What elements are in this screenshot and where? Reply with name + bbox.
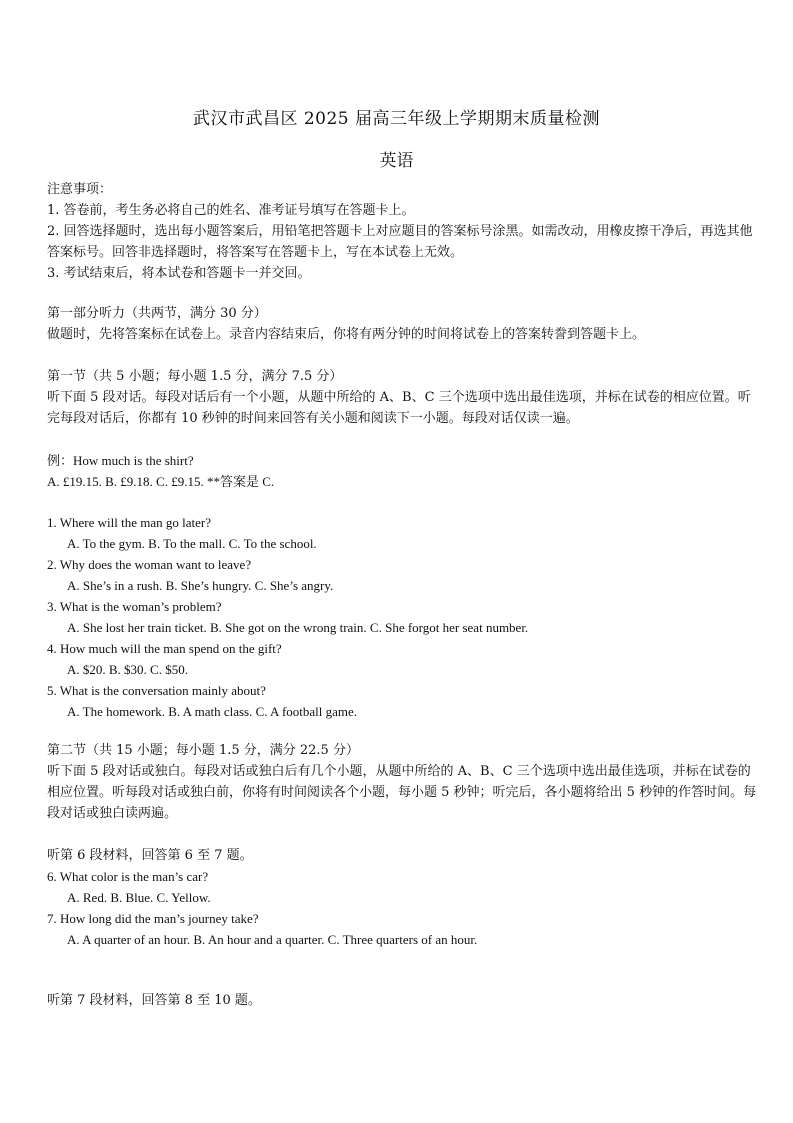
question-options: A. The homework. B. A math class. C. A football game. [67, 704, 358, 719]
question-text: 5. What is the conversation mainly about? [47, 683, 266, 698]
question-options: A. She lost her train ticket. B. She got on the wrong train. C. She forgot her seat number. [67, 620, 529, 635]
question-options: A. $20. B. $30. C. $50. [67, 662, 188, 677]
exam-subject: 英语 [379, 151, 414, 171]
exam-title: 武汉市武昌区 2025 届高三年级上学期期末质量检测 [192, 109, 601, 129]
question-options: A. She’s in a rush. B. She’s hungry. C. She’s angry. [67, 578, 334, 593]
material6-block [47, 845, 757, 866]
section2-block [47, 740, 757, 824]
section1-block [47, 366, 757, 429]
question-text: 2. Why does the woman want to leave? [47, 557, 252, 572]
notes-item: 2. 回答选择题时，选出每小题答案后，用铅笔把答题卡上对应题目的答案标号涂黑。如需改动，用橡皮擦干净后，再选其他答案标号。回答非选择题时，将答案写在答题卡上，写在本试卷上无效。 [47, 224, 753, 260]
material-heading: 听第 6 段材料，回答第 6 至 7 题。 [47, 848, 253, 863]
question-text: 7. How long did the man’s journey take? [47, 911, 259, 926]
section1-heading: 第一节（共 5 小题；每小题 1.5 分，满分 7.5 分） [47, 369, 343, 384]
question-options: A. Red. B. Blue. C. Yellow. [67, 890, 211, 905]
notes-item: 1. 答卷前，考生务必将自己的姓名、准考证号填写在答题卡上。 [47, 203, 415, 218]
part1-block [47, 303, 757, 345]
example-options: A. £19.15. B. £9.18. C. £9.15. **答案是 C. [47, 474, 275, 489]
question-text: 4. How much will the man spend on the gift? [47, 641, 282, 656]
question-text: 3. What is the woman’s problem? [47, 599, 222, 614]
question-text: 6. What color is the man’s car? [47, 869, 209, 884]
section2-heading: 第二节（共 15 小题；每小题 1.5 分，满分 22.5 分） [47, 743, 359, 758]
section1-questions [47, 512, 757, 722]
section2-questions [47, 866, 757, 950]
material7-block [47, 990, 757, 1011]
example-block [47, 450, 757, 492]
material-heading: 听第 7 段材料，回答第 8 至 10 题。 [47, 993, 261, 1008]
notes-item: 3. 考试结束后，将本试卷和答题卡一并交回。 [47, 266, 311, 281]
section2-instruction: 听下面 5 段对话或独白。每段对话或独白后有几个小题，从题中所给的 A、B、C 三个选项中选出最佳选项，并标在试卷的相应位置。听每段对话或独白前，你将有时间阅读各个小题，每小题 5 秒钟；听完后，各小题将给出 5 秒钟的作答时间。每段对话或独白读两遍。 [47, 764, 757, 821]
notes-block [47, 179, 757, 284]
section1-instruction: 听下面 5 段对话。每段对话后有一个小题，从题中所给的 A、B、C 三个选项中选出最佳选项，并标在试卷的相应位置。听完每段对话后，你都有 10 秒钟的时间来回答有关小题和阅读下一小题。每段对话仅读一遍。 [47, 390, 751, 426]
part1-instruction: 做题时，先将答案标在试卷上。录音内容结束后，你将有两分钟的时间将试卷上的答案转誊到答题卡上。 [47, 327, 646, 342]
question-options: A. To the gym. B. To the mall. C. To the school. [67, 536, 317, 551]
part1-heading: 第一部分听力（共两节，满分 30 分） [47, 306, 267, 321]
notes-heading: 注意事项： [47, 182, 113, 197]
question-options: A. A quarter of an hour. B. An hour and a quarter. C. Three quarters of an hour. [67, 932, 478, 947]
question-text: 1. Where will the man go later? [47, 515, 212, 530]
example-question: 例：How much is the shirt? [47, 453, 194, 468]
